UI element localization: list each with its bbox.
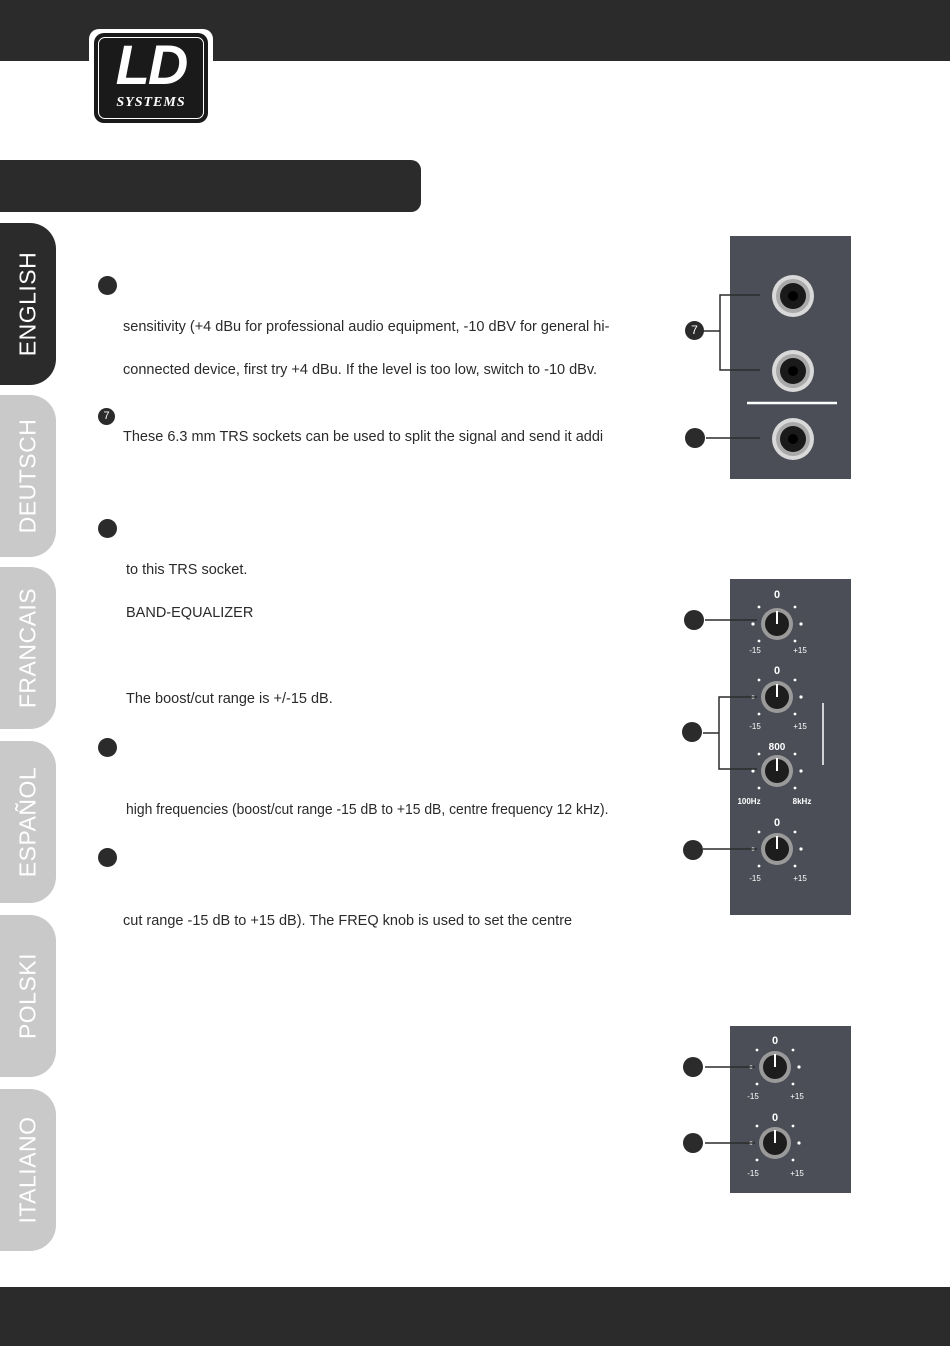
lang-tab-english[interactable] (0, 223, 56, 385)
trs-socket (772, 275, 814, 317)
lang-tab-italiano[interactable] (0, 1089, 56, 1251)
freq-max-label: 8kHz (792, 797, 812, 806)
section-title-bar (0, 160, 421, 212)
knob-center-label: 0 (773, 817, 781, 829)
body-line: to this TRS socket. (126, 562, 248, 578)
body-line: BAND-EQUALIZER (126, 605, 254, 621)
knob-center-label: 0 (771, 1035, 779, 1047)
knob-min-label: -15 (747, 1092, 759, 1101)
freq-center-label: 800 (768, 742, 786, 753)
callout-7: 7 (685, 321, 704, 340)
callout-bullet (685, 428, 705, 448)
lang-tab-label: ITALIANO (14, 1116, 41, 1224)
lang-tab-francais[interactable] (0, 567, 56, 729)
lang-tab-label: POLSKI (14, 952, 41, 1040)
callout-bullet (684, 610, 704, 630)
logo-systems-text: SYSTEMS (116, 95, 186, 110)
knob-center-label: 0 (771, 1112, 779, 1124)
lang-tab-espanol[interactable] (0, 741, 56, 903)
body-line: cut range -15 dB to +15 dB). The FREQ knob is used to set the centre (123, 913, 573, 929)
callout-bullet (683, 1057, 703, 1077)
callout-bullet (683, 840, 703, 860)
section-bullet-7: 7 (98, 408, 115, 425)
callout-bullet (683, 1133, 703, 1153)
freq-min-label: 100Hz (737, 797, 761, 806)
trs-socket-panel (680, 236, 860, 486)
footer-bar (0, 1287, 950, 1346)
knob-max-label: +15 (793, 722, 807, 731)
logo-ld-text: LD (115, 33, 187, 96)
trs-socket (772, 418, 814, 460)
section-bullet (98, 848, 117, 867)
trs-socket (772, 350, 814, 392)
knob-min-label: -15 (747, 1169, 759, 1178)
knob-center-label: 0 (773, 665, 781, 677)
eq-knob-panel (675, 579, 860, 919)
knob-max-label: +15 (793, 874, 807, 883)
knob-center-label: 0 (773, 589, 781, 601)
section-bullet (98, 519, 117, 538)
callout-bullet (682, 722, 702, 742)
ld-systems-logo (94, 33, 208, 123)
knob-min-label: -15 (749, 722, 761, 731)
section-bullet (98, 276, 117, 295)
knob-panel-lower (675, 1026, 860, 1196)
knob-max-label: +15 (790, 1169, 804, 1178)
body-line: These 6.3 mm TRS sockets can be used to split the signal and send it addi (123, 429, 604, 445)
lang-tab-deutsch[interactable] (0, 395, 56, 557)
body-line: The boost/cut range is +/-15 dB. (126, 691, 333, 707)
lang-tab-label: DEUTSCH (14, 418, 41, 534)
lang-tab-label: ESPAÑOL (14, 766, 41, 878)
knob-max-label: +15 (790, 1092, 804, 1101)
knob-min-label: -15 (749, 646, 761, 655)
knob-min-label: -15 (749, 874, 761, 883)
body-line: sensitivity (+4 dBu for professional audio equipment, -10 dBV for general hi- (123, 319, 610, 335)
lang-tab-label: FRANCAIS (14, 587, 41, 709)
body-line: connected device, first try +4 dBu. If the level is too low, switch to -10 dBv. (123, 362, 598, 378)
lang-tab-label: ENGLISH (14, 251, 41, 357)
section-bullet (98, 738, 117, 757)
body-line: high frequencies (boost/cut range -15 dB to +15 dB, centre frequency 12 kHz). (126, 802, 609, 818)
knob-max-label: +15 (793, 646, 807, 655)
lang-tab-polski[interactable] (0, 915, 56, 1077)
